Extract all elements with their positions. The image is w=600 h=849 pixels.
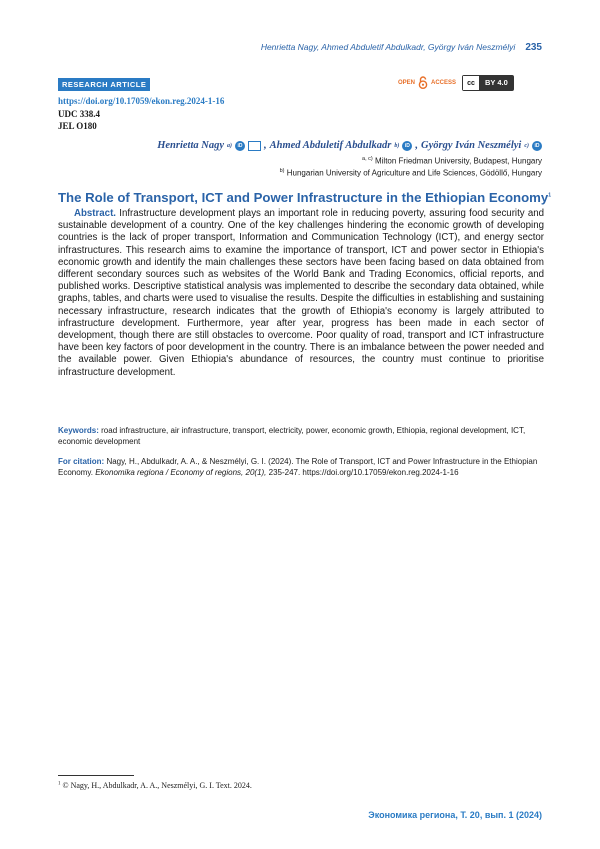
running-head-authors: Henrietta Nagy, Ahmed Abduletif Abdulkadr, György Iván Neszmélyi (260, 42, 516, 52)
footnote (58, 781, 252, 790)
doi-link[interactable]: https://doi.org/10.17059/ekon.reg.2024-1-16 (58, 96, 225, 106)
journal-footer: Экономика региона, Т. 20, вып. 1 (2024) (368, 810, 542, 820)
affiliation-2-text: Hungarian University of Agriculture and Life Sciences, Gödöllő, Hungary (286, 168, 542, 178)
affiliation-2 (280, 168, 542, 178)
page-number: 235 (525, 42, 542, 53)
footnote-text: © Nagy, H., Abdulkadr, A. A., Neszmélyi, G. I. Text. 2024. (62, 781, 252, 790)
title-footnote-marker[interactable]: 1 (548, 192, 551, 199)
citation-text-a: Nagy, H., Abdulkadr, A. A., & Neszmélyi, G. I. (2024). The Role of Transport, ICT and Power Infrastructure in the Ethiopian Economy. (58, 457, 538, 477)
license-text: BY 4.0 (480, 76, 513, 90)
affiliation-1-text: Milton Friedman University, Budapest, Hungary (374, 156, 542, 166)
open-lock-icon (418, 76, 428, 89)
open-access-left: OPEN (398, 79, 416, 86)
orcid-icon[interactable]: iD (532, 141, 542, 151)
abstract (58, 208, 544, 379)
open-access-logo (398, 76, 456, 89)
affiliation-2-sup: b) (279, 168, 285, 174)
footnote-divider (58, 775, 134, 776)
keywords-label: Keywords: (58, 426, 99, 435)
author-3-name: György Iván Neszmélyi (421, 140, 522, 151)
orcid-icon[interactable]: iD (402, 141, 412, 151)
email-icon[interactable] (248, 141, 261, 151)
author-2-name: Ahmed Abduletif Abdulkadr (269, 140, 392, 151)
jel-code: JEL O180 (58, 121, 97, 131)
footnote-marker: 1 (58, 781, 61, 787)
article-type-badge: RESEARCH ARTICLE (58, 78, 150, 91)
article-title-text: The Role of Transport, ICT and Power Infrastructure in the Ethiopian Economy (58, 190, 549, 205)
citation-text-b: 235-247. https://doi.org/10.17059/ekon.reg.2024-1-16 (266, 468, 459, 477)
citation (58, 456, 544, 478)
creative-commons-icon: cc (463, 76, 480, 90)
author-2-sup: b) (394, 142, 400, 149)
affiliation-1-sup: a, c) (362, 156, 373, 162)
affiliation-1 (362, 156, 542, 166)
running-head (261, 42, 542, 53)
citation-journal: Ekonomika regiona / Economy of regions, 20(1), (95, 468, 267, 477)
keywords-text: road infrastructure, air infrastructure, transport, electricity, power, economic growth, Ethiopia, regional development, ICT, economic development (58, 426, 526, 446)
author-1-name: Henrietta Nagy (157, 140, 224, 151)
author-3-sup: c) (524, 142, 529, 149)
author-1-sup: a) (227, 142, 232, 149)
cc-license-badge[interactable] (462, 75, 514, 91)
author-list: Henrietta Nagy a) iD , Ahmed Abduletif Abdulkadr b) iD , György Iván Neszmélyi c) iD (157, 140, 542, 151)
abstract-text: Infrastructure development plays an important role in reducing poverty, assuring food security and sustainable development of a country. One of the key challenges hindering the economic growth of developing countries is the lack of proper transport, Information and Communication Technology (ICT), and energy sector infrastructures. This research aims to examine the importance of transport, ICT and power sector in Ethiopia's economic growth and identify the main challenges these sectors have been facing based on data obtained from different secondary sources such as websites of the World Bank and Trading Economics, official reports, and published works. Descriptive statistical analysis was implemented to describe the secondary data obtained, while graphs, tables, and charts were used to visualise the results. Despite the difficulties in establishing and sustaining necessary infrastructure, research indicates that the growth of Ethiopia's economy is largely attributed to infrastructure development. Furthermore, year after year, progress has been made in each sector of development, though there are still obstacles to overcome. Poor quality of road, transport and ICT infrastructure have been key factors of poor development in the country. There is an imbalance between the power needed and the available power. Given Ethiopia's abundance of resources, the country must continue to prioritise infrastructure development. (58, 208, 545, 378)
abstract-label: Abstract. (74, 208, 116, 219)
open-access-right: ACCESS (431, 79, 457, 86)
udc-code: UDC 338.4 (58, 109, 100, 119)
article-title (58, 190, 551, 205)
orcid-icon[interactable]: iD (235, 141, 245, 151)
citation-label: For citation: (58, 457, 105, 466)
keywords (58, 425, 544, 447)
